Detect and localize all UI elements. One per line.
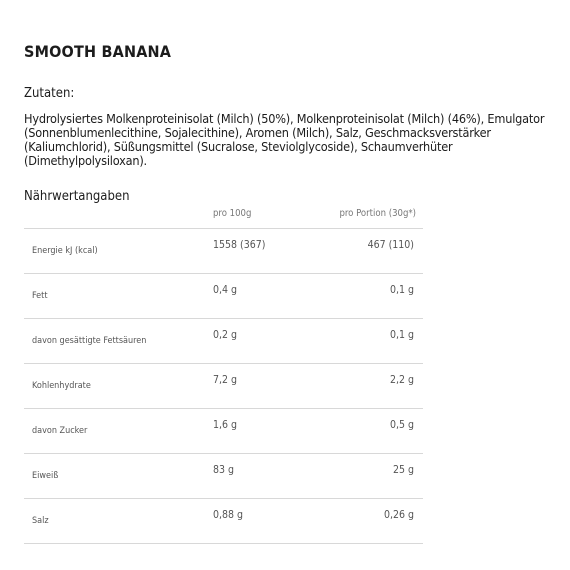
column-header-per-portion: pro Portion (30g*): [339, 208, 416, 219]
column-header-per-100g: pro 100g: [213, 208, 252, 219]
nutrient-name: Kohlenhydrate: [32, 381, 91, 391]
nutrient-name: Fett: [32, 291, 48, 301]
table-row: [24, 274, 423, 319]
ingredients-text: Hydrolysiertes Molkenproteinisolat (Milch) (50%), Molkenproteinisolat (Milch) (46%), Emulgator (Sonnenblumenlecithine, Sojalecithine), Aromen (Milch), Salz, Geschmacksverstärker (Kaliumchlorid), Süßungsmittel (Sucralose, Steviolglycoside), Schaumverhüter (Dimethylpolysiloxan).: [24, 111, 545, 168]
value-per-portion: 0,26 g: [383, 509, 414, 521]
value-per-portion: 25 g: [392, 464, 414, 476]
value-per-portion: 0,1 g: [389, 284, 414, 296]
value-per-portion: 2,2 g: [389, 374, 414, 386]
product-title: SMOOTH BANANA: [24, 42, 172, 61]
nutrition-table: [24, 206, 423, 544]
value-per-100g: 0,88 g: [213, 509, 244, 521]
value-per-portion: 0,5 g: [389, 419, 414, 431]
table-row: [24, 499, 423, 544]
value-per-100g: 1558 (367): [213, 239, 266, 251]
table-row: [24, 454, 423, 499]
ingredients-heading: Zutaten:: [24, 86, 75, 101]
nutrition-table-header: [24, 206, 423, 229]
nutrient-name: Energie kJ (kcal): [32, 246, 98, 256]
nutrient-name: davon Zucker: [32, 426, 88, 436]
table-row: [24, 409, 423, 454]
nutrient-name: davon gesättigte Fettsäuren: [32, 336, 147, 346]
value-per-100g: 83 g: [213, 464, 235, 476]
value-per-100g: 0,4 g: [213, 284, 238, 296]
nutrient-name: Salz: [32, 516, 49, 526]
nutrient-name: Eiweiß: [32, 471, 59, 481]
table-row: [24, 364, 423, 409]
table-row: [24, 319, 423, 364]
value-per-100g: 1,6 g: [213, 419, 238, 431]
value-per-100g: 7,2 g: [213, 374, 238, 386]
nutrition-heading: Nährwertangaben: [24, 189, 130, 204]
value-per-100g: 0,2 g: [213, 329, 238, 341]
value-per-portion: 467 (110): [367, 239, 414, 251]
value-per-portion: 0,1 g: [389, 329, 414, 341]
table-row: [24, 229, 423, 274]
